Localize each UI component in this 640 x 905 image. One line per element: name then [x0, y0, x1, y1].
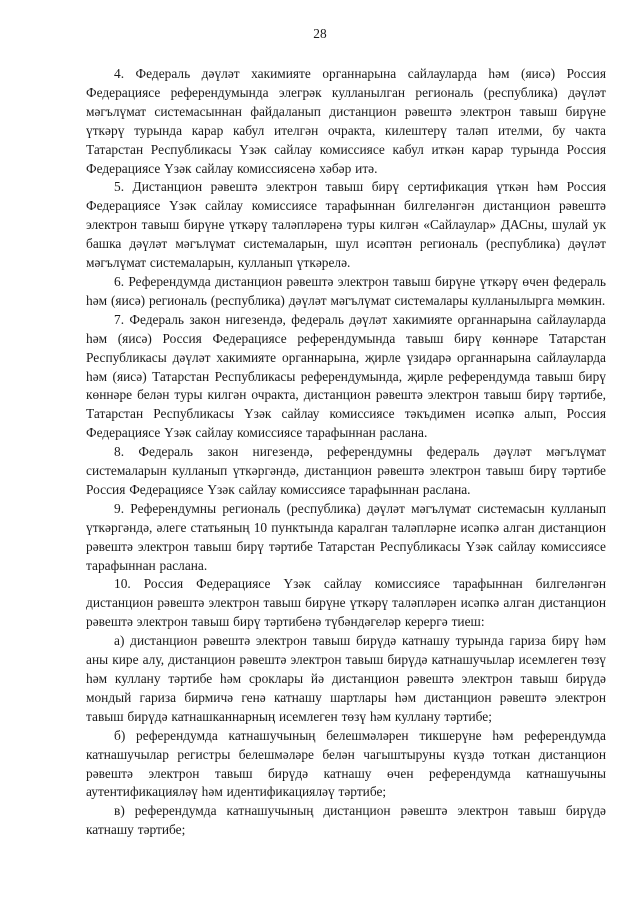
subitem-b: б) референдумда катнашучының белешмәләрен тикшерүне һәм референдумда катнашучылар регистры белешмәләре белән чагыштыруны күздә тоткан дистанцион рәвештә электрон тавыш бирүдә катнашу өчен референдумда катнашучыны аутентификацияләү һәм идентификацияләү тәртибе;	[86, 727, 606, 800]
paragraph-6: 6. Референдумда дистанцион рәвештә электрон тавыш бирүне үткәрү өчен федераль һәм (яисә) региональ (республика) дәүләт мәгълүмат системалары кулланылырга мөмкин.	[86, 273, 606, 308]
page-number: 28	[313, 26, 327, 41]
paragraph-10: 10. Россия Федерациясе Үзәк сайлау комиссиясе тарафыннан билгеләнгән дистанцион рәвештә электрон тавыш бирүне үткәрү таләпләрен исәпкә алган дистанцион рәвештә электрон тавыш бирү тәртибенә түбәндәгеләр керергә тиеш:	[86, 576, 606, 630]
paragraph-7: 7. Федераль закон нигезендә, федераль дәүләт хакимияте органнарына сайлауларда һәм (яисә) Россия Федерациясе референдумында тавыш бирү көннәре Татарстан Республикасы дәүләт хакимияте органнарына, җирле үзидарә органнарына сайлауларда һәм (яисә) Татарстан Республикасы референдумында, җирле референдумда тавыш бирү көннәре белән туры килгән очракта, дистанцион рәвештә электрон тавыш бирү тәртибе, Татарстан Республикасы Үзәк сайлау комиссиясе тәкъдимен исәпкә алып, Россия Федерациясе Үзәк сайлау комиссиясе тарафыннан раслана.	[86, 311, 606, 441]
paragraph-8: 8. Федераль закон нигезендә, референдумны федераль дәүләт мәгълүмат системаларын кулланып үткәргәндә, дистанцион рәвештә электрон тавыш бирү тәртибе Россия Федерациясе Үзәк сайлау комиссиясе тарафыннан раслана.	[86, 444, 606, 497]
subitem-a: а) дистанцион рәвештә электрон тавыш бирүдә катнашу турында гариза бирү һәм аны кире алу, дистанцион рәвештә электрон тавыш бирүдә катнашучылар исемлеген төзү һәм куллану тәртибе һәм сроклары йә дистанцион рәвештә электрон тавыш бирүдә мондый гариза бирмичә генә катнашу шартлары һәм дистанцион рәвештә электрон тавыш бирүдә катнашканнарның исемлеген төзү һәм куллану тәртибе;	[86, 633, 606, 724]
document-body	[86, 65, 606, 840]
paragraph-9: 9. Референдумны региональ (республика) дәүләт мәгълүмат системасын кулланып үткәргәндә, әлеге статьяның 10 пунктында каралган таләпләрне исәпкә алган дистанцион рәвештә электрон тавыш бирү тәртибе Татарстан Республикасы Үзәк сайлау комиссиясе тарафыннан раслана.	[86, 500, 606, 573]
paragraph-5: 5. Дистанцион рәвештә электрон тавыш бирү сертификация үткән һәм Россия Федерациясе Үзәк сайлау комиссиясе тарафыннан билгеләнгән дистанцион рәвештә электрон тавыш бирүне үткәрү таләпләренә туры килгән «Сайлаулар» ДАСны, шулай ук башка дәүләт мәгълүмат системаларын, шул исәптән региональ (республика) дәүләт мәгълүмат системаларын, кулланып үткәрелә.	[86, 179, 606, 271]
subitem-v: в) референдумда катнашучының дистанцион рәвештә электрон тавыш бирүдә катнашу тәртибе;	[86, 803, 606, 838]
paragraph-4: 4. Федераль дәүләт хакимияте органнарына сайлауларда һәм (яисә) Россия Федерациясе референдумында элегрәк кулланылган региональ (республика) дәүләт мәгълүмат системасыннан файдаланып дистанцион рәвештә электрон тавыш бирүне үткәрү турында карар кабул ителгән очракта, килештерү таләп ителми, бу чакта Татарстан Республикасы Үзәк сайлау комиссиясе кабул иткән карар турында Россия Федерациясе Үзәк сайлау комиссиясенә хәбәр итә.	[86, 66, 606, 176]
